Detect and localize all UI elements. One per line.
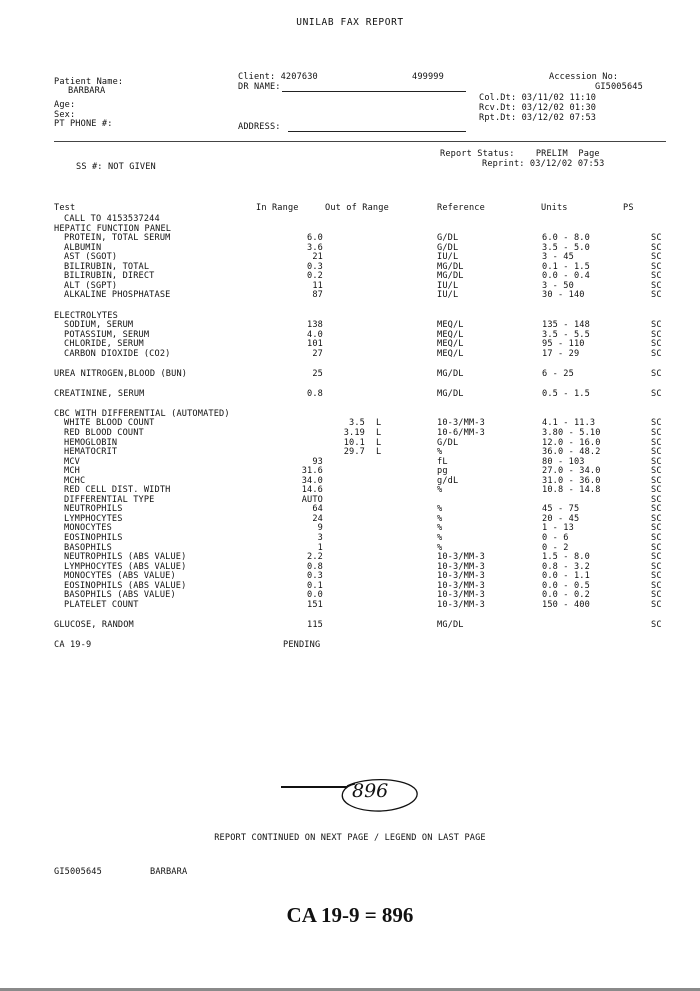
reference-unit: MEQ/L [437, 320, 464, 330]
ps-code: SC [651, 485, 662, 496]
test-name: HEMOGLOBIN [64, 437, 118, 448]
reference-range: 3.5 - 5.0 [542, 242, 590, 253]
test-name: CREATININE, SERUM [54, 388, 145, 399]
abnormal-flag: L [376, 447, 382, 457]
ps-code: SC [651, 580, 662, 591]
reference-unit: % [437, 542, 443, 553]
sex-label: Sex: [54, 110, 76, 120]
ps-code: SC [651, 447, 662, 457]
reference-range: 0.0 - 1.1 [542, 571, 590, 582]
ps-code: SC [651, 504, 662, 515]
test-name: HEMATOCRIT [64, 447, 118, 457]
accession-number: GI5005645 [595, 82, 643, 92]
out-of-range-value: 10.1 [343, 437, 365, 448]
ps-code: SC [651, 599, 662, 610]
in-range-value: 101 [307, 339, 323, 350]
in-range-value: 34.0 [301, 475, 323, 486]
reference-range: 27.0 - 34.0 [542, 466, 601, 477]
ps-code: SC [651, 542, 662, 553]
in-range-value: 24 [312, 513, 323, 524]
reference-unit: G/DL [437, 242, 459, 253]
footer-accession: GI5005645 [54, 867, 102, 877]
reference-unit: G/DL [437, 437, 459, 448]
test-name: EOSINOPHILS (ABS VALUE) [64, 580, 187, 591]
test-name: CBC WITH DIFFERENTIAL (AUTOMATED) [54, 408, 230, 419]
reference-range: 6 - 25 [542, 368, 574, 379]
abnormal-flag: L [376, 418, 382, 429]
ps-code: SC [651, 533, 662, 543]
report-status: Report Status: PRELIM Page [440, 149, 600, 159]
header-divider [54, 141, 666, 142]
reference-range: 0.1 - 1.5 [542, 261, 590, 272]
reference-unit: MEQ/L [437, 329, 464, 340]
received-date: Rcv.Dt: 03/12/02 01:30 [479, 103, 597, 113]
reference-unit: 10-3/MM-3 [437, 599, 485, 610]
reference-unit: MEQ/L [437, 339, 464, 350]
out-of-range-value: 3.19 [343, 427, 365, 438]
reference-unit: % [437, 504, 443, 515]
out-of-range-value: 29.7 [343, 447, 365, 457]
test-name: NEUTROPHILS [64, 504, 123, 515]
test-name: RED CELL DIST. WIDTH [64, 485, 171, 496]
reference-range: 3.80 - 5.10 [542, 427, 601, 438]
col-out-of-range: Out of Range [325, 203, 389, 213]
test-name: MONOCYTES (ABS VALUE) [64, 571, 176, 582]
reference-range: 135 - 148 [542, 320, 590, 330]
ps-code: SC [651, 329, 662, 340]
in-range-value: 138 [307, 320, 323, 330]
ps-code: SC [651, 261, 662, 272]
ps-code: SC [651, 466, 662, 477]
test-name: NEUTROPHILS (ABS VALUE) [64, 552, 187, 563]
reference-unit: IU/L [437, 280, 459, 291]
reference-unit: G/DL [437, 233, 459, 244]
reference-range: 0 - 6 [542, 533, 569, 543]
reference-range: 10.8 - 14.8 [542, 485, 601, 496]
reference-range: 36.0 - 48.2 [542, 447, 601, 457]
reference-range: 31.0 - 36.0 [542, 475, 601, 486]
report-date: Rpt.Dt: 03/12/02 07:53 [479, 113, 597, 123]
in-range-value: 3 [317, 533, 323, 543]
test-name: WHITE BLOOD COUNT [64, 418, 155, 429]
ps-code: SC [651, 233, 662, 244]
reference-range: 0.0 - 0.2 [542, 590, 590, 601]
reference-range: 30 - 140 [542, 290, 585, 301]
in-range-value: 9 [317, 523, 323, 534]
ps-code: SC [651, 619, 662, 630]
test-name: LYMPHOCYTES [64, 513, 123, 524]
test-name: CA 19-9 [54, 639, 92, 650]
test-name: LYMPHOCYTES (ABS VALUE) [64, 561, 187, 572]
reference-unit: 10-3/MM-3 [437, 561, 485, 572]
test-name: BASOPHILS [64, 542, 112, 553]
test-name: MONOCYTES [64, 523, 112, 534]
in-range-value: 6.0 [307, 233, 323, 244]
abnormal-flag: L [376, 437, 382, 448]
reference-range: 150 - 400 [542, 599, 590, 610]
col-reference: Reference [437, 203, 485, 213]
reference-range: 3 - 45 [542, 252, 574, 263]
reference-unit: MG/DL [437, 388, 464, 399]
reference-range: 17 - 29 [542, 348, 580, 359]
reference-unit: MG/DL [437, 271, 464, 282]
reference-unit: 10-3/MM-3 [437, 580, 485, 591]
test-name: PROTEIN, TOTAL SERUM [64, 233, 171, 244]
in-range-value: 21 [312, 252, 323, 263]
reference-range: 95 - 110 [542, 339, 585, 350]
in-range-value: 1 [317, 542, 323, 553]
ps-code: SC [651, 561, 662, 572]
ps-code: SC [651, 242, 662, 253]
reference-unit: g/dL [437, 475, 459, 486]
reference-unit: IU/L [437, 290, 459, 301]
reference-unit: 10-3/MM-3 [437, 552, 485, 563]
reference-range: 6.0 - 8.0 [542, 233, 590, 244]
reference-range: 45 - 75 [542, 504, 580, 515]
reference-range: 0.8 - 3.2 [542, 561, 590, 572]
reference-unit: pg [437, 466, 448, 477]
reference-unit: 10-3/MM-3 [437, 571, 485, 582]
reference-range: 1.5 - 8.0 [542, 552, 590, 563]
ps-code: SC [651, 552, 662, 563]
test-name: ELECTROLYTES [54, 310, 118, 321]
reference-unit: 10-3/MM-3 [437, 418, 485, 429]
continued-note: REPORT CONTINUED ON NEXT PAGE / LEGEND ON LAST PAGE [214, 833, 486, 843]
in-range-value: 31.6 [301, 466, 323, 477]
ps-code: SC [651, 368, 662, 379]
test-name: POTASSIUM, SERUM [64, 329, 150, 340]
test-name: CHLORIDE, SERUM [64, 339, 144, 350]
ps-code: SC [651, 280, 662, 291]
ps-code: SC [651, 388, 662, 399]
reference-range: 12.0 - 16.0 [542, 437, 601, 448]
reference-range: 1 - 13 [542, 523, 574, 534]
report-title: UNILAB FAX REPORT [296, 17, 404, 28]
test-name: BILIRUBIN, TOTAL [64, 261, 150, 272]
in-range-value: 27 [312, 348, 323, 359]
ps-code: SC [651, 494, 662, 505]
pending-value: PENDING [283, 639, 321, 650]
ps-code: SC [651, 427, 662, 438]
reference-range: 20 - 45 [542, 513, 580, 524]
in-range-value: 2.2 [307, 552, 323, 563]
footer-patient-name: BARBARA [150, 867, 188, 877]
in-range-value: 0.1 [307, 580, 323, 591]
test-name: MCHC [64, 475, 86, 486]
in-range-value: 0.2 [307, 271, 323, 282]
test-name: BASOPHILS (ABS VALUE) [64, 590, 176, 601]
accession-label: Accession No: [549, 72, 619, 82]
in-range-value: 115 [307, 619, 323, 630]
doctor-name-line [282, 91, 466, 92]
reference-range: 0.0 - 0.5 [542, 580, 590, 591]
reference-unit: % [437, 485, 443, 496]
patient-name: BARBARA [68, 86, 106, 96]
col-in-range: In Range [256, 203, 299, 213]
col-ps: PS [623, 203, 634, 213]
test-name: CARBON DIOXIDE (CO2) [64, 348, 171, 359]
test-name: MCH [64, 466, 80, 477]
ps-code: SC [651, 513, 662, 524]
reference-unit: % [437, 447, 443, 457]
in-range-value: 4.0 [307, 329, 323, 340]
test-name: ALT (SGPT) [64, 280, 118, 291]
address-label: ADDRESS: [238, 122, 281, 132]
reference-unit: % [437, 533, 443, 543]
col-units: Units [541, 203, 568, 213]
reference-range: 0 - 2 [542, 542, 569, 553]
reference-unit: MG/DL [437, 261, 464, 272]
in-range-value: 14.6 [301, 485, 323, 496]
in-range-value: 0.3 [307, 571, 323, 582]
reference-unit: 10-6/MM-3 [437, 427, 485, 438]
reference-unit: MEQ/L [437, 348, 464, 359]
ps-code: SC [651, 590, 662, 601]
ps-code: SC [651, 348, 662, 359]
doctor-name-label: DR NAME: [238, 82, 281, 92]
in-range-value: 3.6 [307, 242, 323, 253]
reference-unit: fL [437, 456, 448, 467]
reference-unit: % [437, 523, 443, 534]
reference-range: 0.0 - 0.4 [542, 271, 590, 282]
phone-label: PT PHONE #: [54, 119, 113, 129]
test-name: MCV [64, 456, 80, 467]
reference-unit: IU/L [437, 252, 459, 263]
client-code: 499999 [412, 72, 444, 82]
ps-code: SC [651, 418, 662, 429]
test-name: ALBUMIN [64, 242, 102, 253]
test-name: CALL TO 4153537244 [64, 214, 160, 224]
ps-code: SC [651, 271, 662, 282]
ps-code: SC [651, 437, 662, 448]
ss-number: SS #: NOT GIVEN [76, 162, 156, 172]
reference-range: 4.1 - 11.3 [542, 418, 596, 429]
in-range-value: 87 [312, 290, 323, 301]
patient-name-label: Patient Name: [54, 77, 124, 87]
abnormal-flag: L [376, 427, 382, 438]
test-name: ALKALINE PHOSPHATASE [64, 290, 171, 301]
collection-date: Col.Dt: 03/11/02 11:10 [479, 93, 597, 103]
in-range-value: 11 [312, 280, 323, 291]
in-range-value: 0.8 [307, 388, 323, 399]
test-name: UREA NITROGEN,BLOOD (BUN) [54, 368, 188, 379]
reference-unit: % [437, 513, 443, 524]
test-name: HEPATIC FUNCTION PANEL [54, 223, 172, 234]
ps-code: SC [651, 571, 662, 582]
test-name: SODIUM, SERUM [64, 320, 134, 330]
reference-range: 80 - 103 [542, 456, 585, 467]
test-name: GLUCOSE, RANDOM [54, 619, 134, 630]
test-name: EOSINOPHILS [64, 533, 123, 543]
reference-unit: 10-3/MM-3 [437, 590, 485, 601]
test-name: DIFFERENTIAL TYPE [64, 494, 155, 505]
in-range-value: 93 [312, 456, 323, 467]
age-label: Age: [54, 100, 76, 110]
address-line [288, 131, 466, 132]
ps-code: SC [651, 290, 662, 301]
reference-range: 3 - 50 [542, 280, 574, 291]
in-range-value: 25 [312, 368, 323, 379]
test-name: BILIRUBIN, DIRECT [64, 271, 155, 282]
ps-code: SC [651, 523, 662, 534]
in-range-value: 64 [312, 504, 323, 515]
ps-code: SC [651, 456, 662, 467]
ca19-9-result-caption: CA 19-9 = 896 [286, 903, 414, 927]
in-range-value: AUTO [301, 494, 323, 505]
out-of-range-value: 3.5 [349, 418, 365, 429]
test-name: AST (SGOT) [64, 252, 118, 263]
in-range-value: 151 [307, 599, 323, 610]
col-test: Test [54, 203, 76, 213]
in-range-value: 0.0 [307, 590, 323, 601]
ps-code: SC [651, 252, 662, 263]
reprint-date: Reprint: 03/12/02 07:53 [482, 159, 605, 169]
test-name: PLATELET COUNT [64, 599, 139, 610]
in-range-value: 0.3 [307, 261, 323, 272]
handwritten-value: 896 [352, 780, 389, 802]
test-name: RED BLOOD COUNT [64, 427, 144, 438]
ps-code: SC [651, 320, 662, 330]
reference-range: 0.5 - 1.5 [542, 388, 590, 399]
in-range-value: 0.8 [307, 561, 323, 572]
client-label: Client: 4207630 [238, 72, 318, 82]
reference-unit: MG/DL [437, 619, 464, 630]
ps-code: SC [651, 339, 662, 350]
reference-unit: MG/DL [437, 368, 464, 379]
ps-code: SC [651, 475, 662, 486]
reference-range: 3.5 - 5.5 [542, 329, 590, 340]
